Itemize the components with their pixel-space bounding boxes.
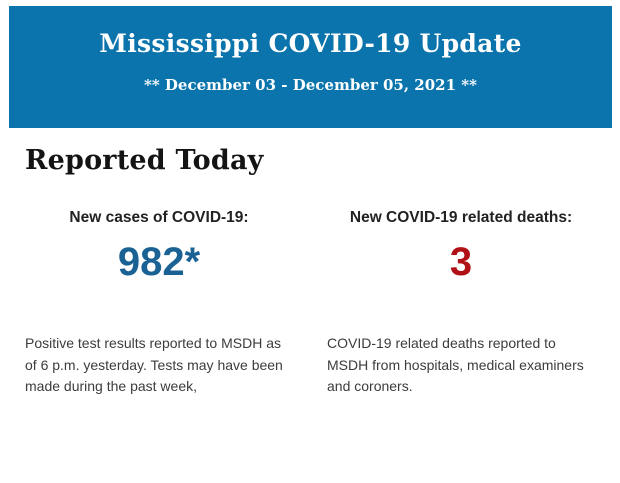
stat-card-new-cases (25, 209, 293, 398)
page-title: Reported Today (25, 145, 264, 176)
newsletter-header (9, 6, 612, 128)
newsletter-title: Mississippi COVID-19 Update (99, 29, 522, 58)
newsletter-date-range: ** December 03 - December 05, 2021 ** (144, 76, 477, 94)
new-cases-value: 982* (117, 240, 201, 284)
new-cases-description: Positive test results reported to MSDH as of 6 p.m. yesterday. Tests may have been made during the past week, (25, 335, 283, 394)
new-deaths-label: New COVID-19 related deaths: (349, 209, 573, 226)
stat-card-new-deaths (327, 209, 595, 398)
new-cases-label: New cases of COVID-19: (69, 209, 249, 226)
new-deaths-value: 3 (449, 240, 473, 284)
content-area (0, 145, 620, 398)
stats-grid (25, 209, 595, 398)
new-deaths-description: COVID-19 related deaths reported to MSDH from hospitals, medical examiners and coroners. (327, 335, 584, 394)
